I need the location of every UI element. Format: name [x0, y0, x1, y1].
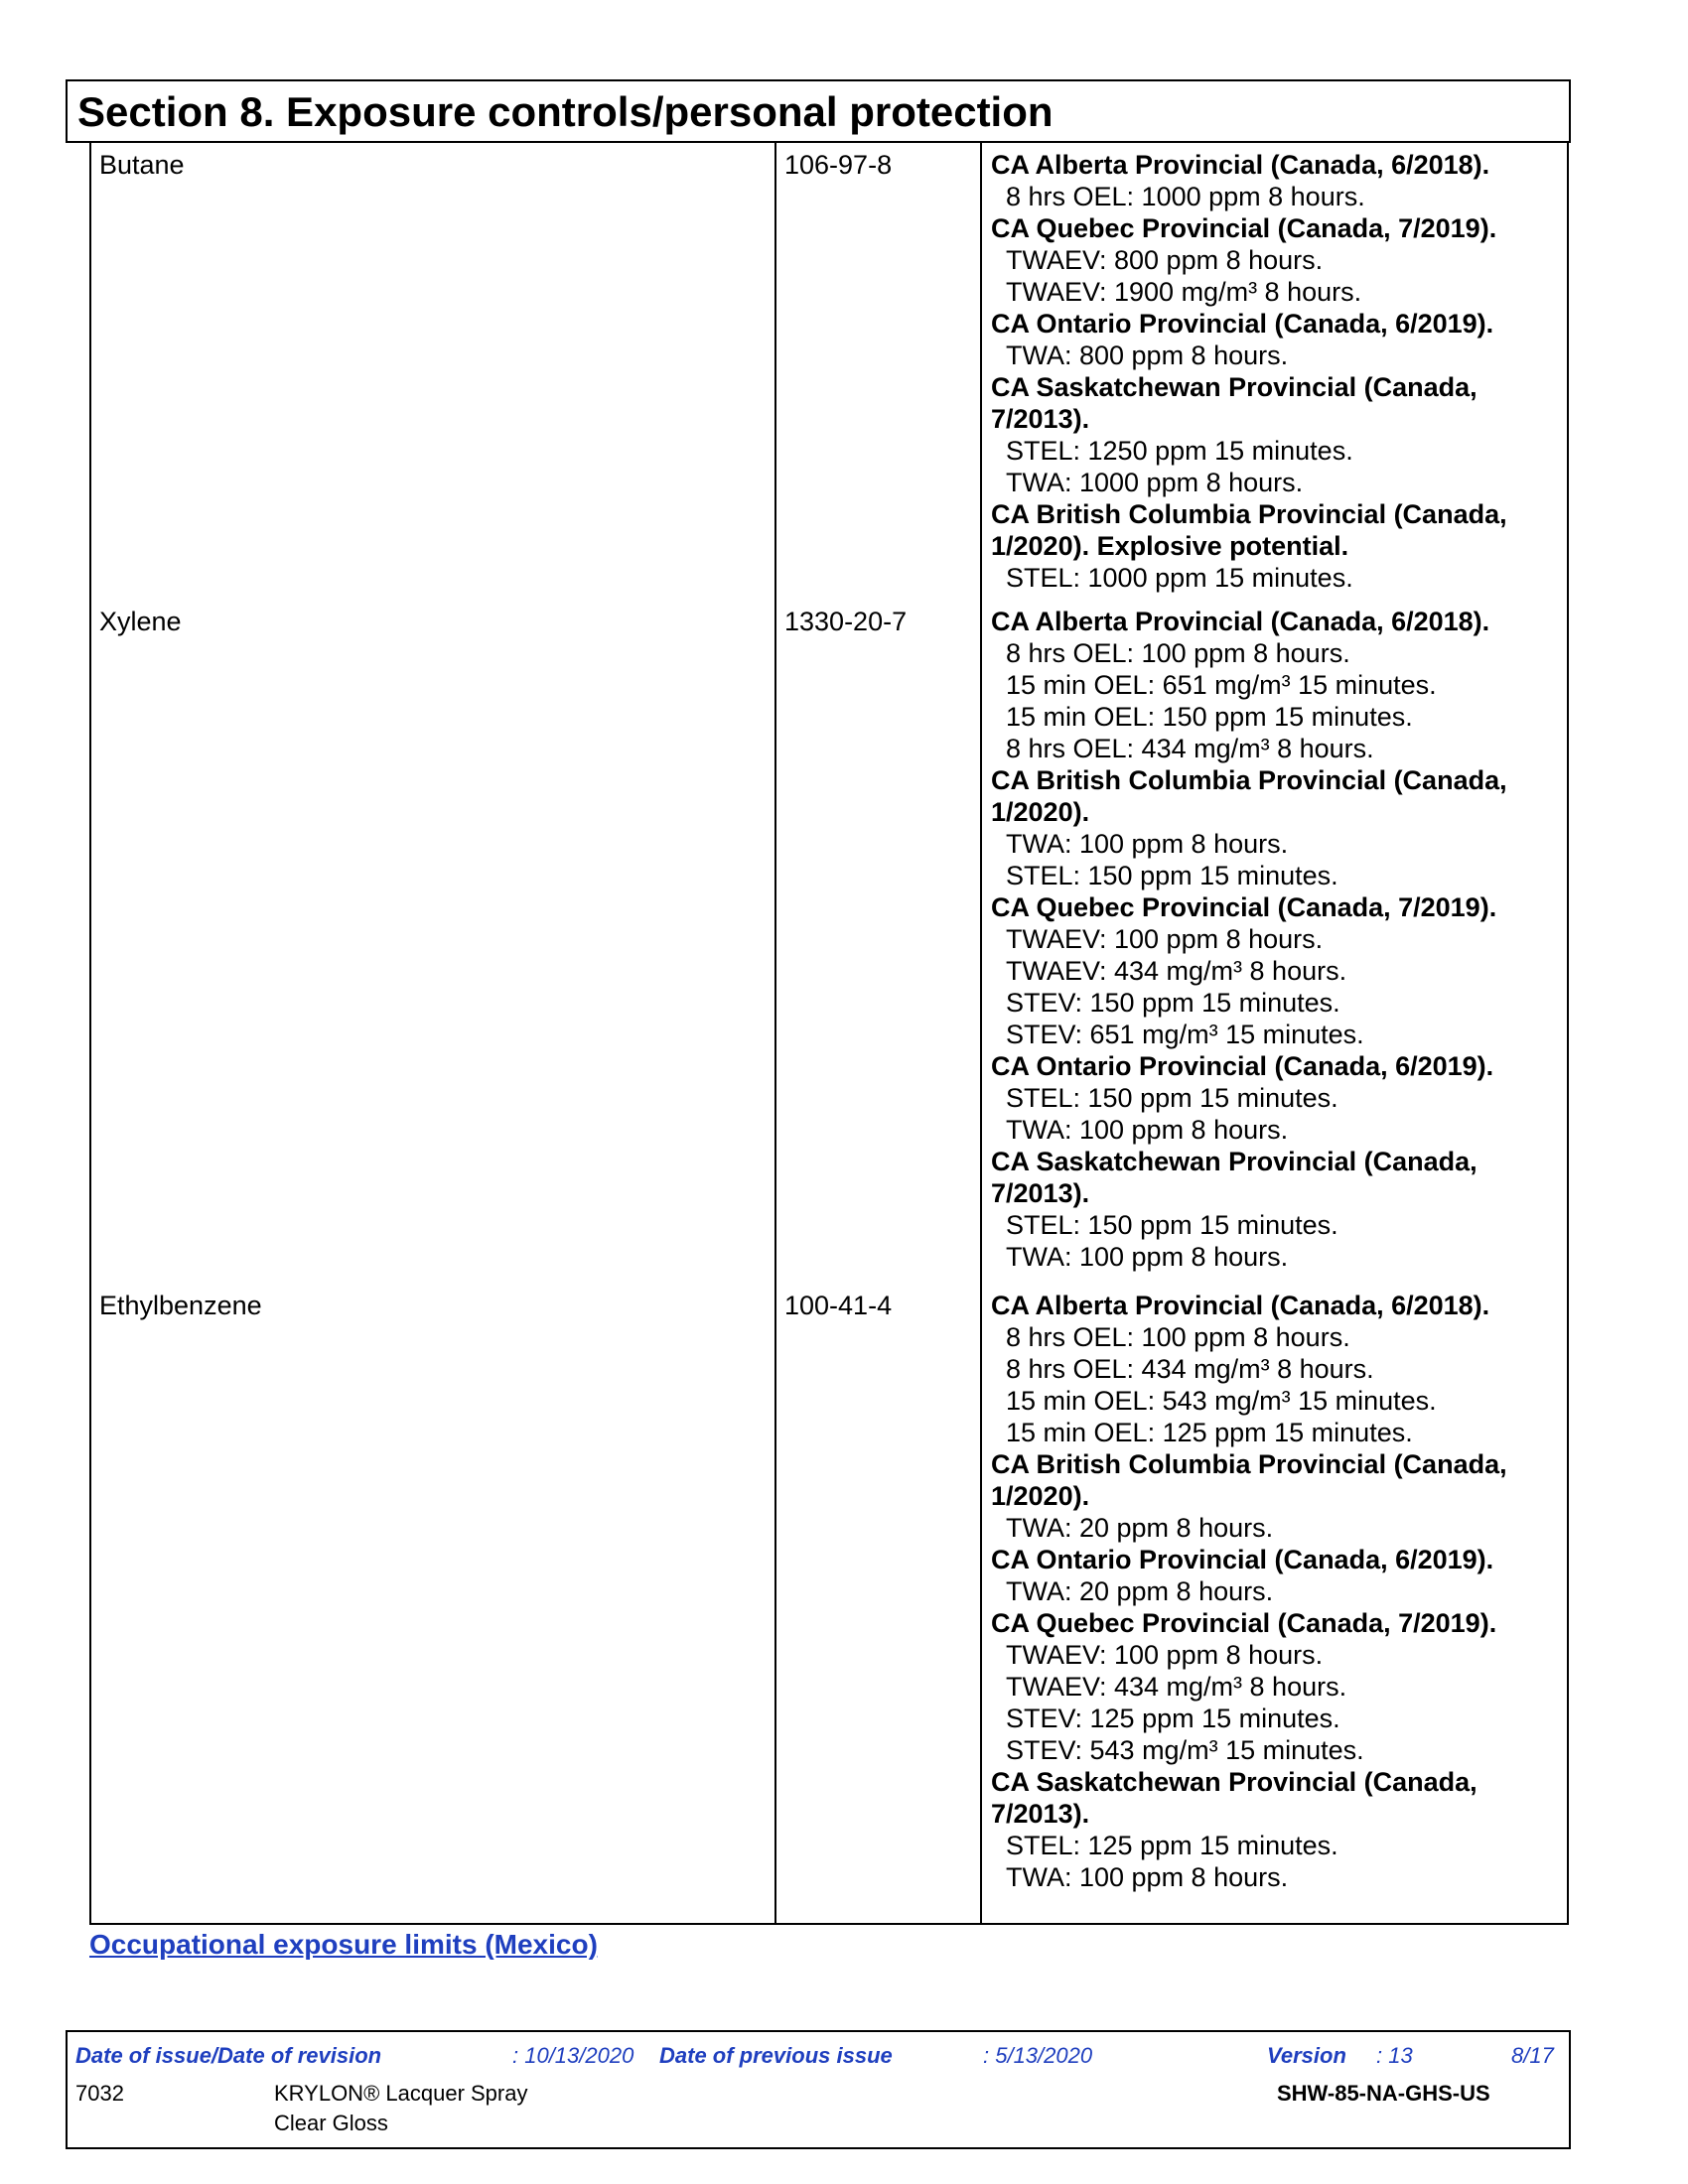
limit-value: STEL: 1000 ppm 15 minutes.	[1006, 563, 1353, 593]
limit-value: 8 hrs OEL: 100 ppm 8 hours.	[1006, 1322, 1350, 1352]
limit-source: CA Saskatchewan Provincial (Canada, 7/2013).	[991, 1147, 1477, 1208]
limit-value: TWA: 100 ppm 8 hours.	[1006, 1242, 1289, 1272]
page-footer	[66, 2030, 1571, 2149]
limit-value: 15 min OEL: 150 ppm 15 minutes.	[1006, 702, 1413, 732]
limit-value: 8 hrs OEL: 434 mg/m³ 8 hours.	[1006, 1354, 1374, 1384]
product-code: 7032	[75, 2081, 124, 2106]
limit-value: STEL: 150 ppm 15 minutes.	[1006, 1083, 1338, 1113]
limit-value: 15 min OEL: 543 mg/m³ 15 minutes.	[1006, 1386, 1437, 1416]
limit-source: CA Ontario Provincial (Canada, 6/2019).	[991, 309, 1494, 339]
limit-value: 8 hrs OEL: 434 mg/m³ 8 hours.	[1006, 734, 1374, 763]
section-header	[66, 79, 1571, 143]
column-divider	[774, 143, 776, 1923]
limit-source: CA Ontario Provincial (Canada, 6/2019).	[991, 1051, 1494, 1081]
limit-source: CA British Columbia Provincial (Canada, 1/2020).	[991, 765, 1507, 827]
exposure-limits	[991, 149, 1557, 594]
exposure-limits	[991, 1290, 1557, 1893]
limit-value: TWA: 20 ppm 8 hours.	[1006, 1513, 1274, 1543]
limit-source: CA Alberta Provincial (Canada, 6/2018).	[991, 607, 1490, 636]
limit-value: TWAEV: 100 ppm 8 hours.	[1006, 924, 1324, 954]
cas-number: 106-97-8	[784, 150, 893, 180]
limit-source: CA Alberta Provincial (Canada, 6/2018).	[991, 150, 1490, 180]
limit-source: CA Quebec Provincial (Canada, 7/2019).	[991, 892, 1497, 922]
limit-source: CA Saskatchewan Provincial (Canada, 7/2013).	[991, 1767, 1477, 1829]
limit-source: CA British Columbia Provincial (Canada, 1/2020).	[991, 1449, 1507, 1511]
limit-value: STEV: 543 mg/m³ 15 minutes.	[1006, 1735, 1364, 1765]
limit-source: CA Quebec Provincial (Canada, 7/2019).	[991, 213, 1497, 243]
previous-issue-value: : 5/13/2020	[983, 2043, 1093, 2068]
limit-value: STEL: 125 ppm 15 minutes.	[1006, 1831, 1338, 1860]
issue-date-value: : 10/13/2020	[512, 2043, 634, 2068]
cas-number: 1330-20-7	[784, 607, 908, 636]
issue-date-label: Date of issue/Date of revision	[75, 2043, 382, 2068]
limit-value: TWA: 20 ppm 8 hours.	[1006, 1576, 1274, 1606]
limit-value: TWA: 1000 ppm 8 hours.	[1006, 468, 1304, 497]
document-code: SHW-85-NA-GHS-US	[1277, 2081, 1490, 2106]
limit-value: TWA: 100 ppm 8 hours.	[1006, 1115, 1289, 1145]
limit-value: 15 min OEL: 125 ppm 15 minutes.	[1006, 1418, 1413, 1447]
column-divider	[980, 143, 982, 1923]
limit-value: 8 hrs OEL: 100 ppm 8 hours.	[1006, 638, 1350, 668]
limit-value: STEL: 1250 ppm 15 minutes.	[1006, 436, 1353, 466]
version-label: Version	[1267, 2043, 1346, 2068]
limit-value: 15 min OEL: 651 mg/m³ 15 minutes.	[1006, 670, 1437, 700]
ingredient-name: Butane	[99, 150, 185, 180]
ingredient-name: Xylene	[99, 607, 182, 636]
product-name-line-2: Clear Gloss	[274, 2111, 388, 2135]
cas-number: 100-41-4	[784, 1291, 893, 1320]
limit-value: TWA: 800 ppm 8 hours.	[1006, 341, 1289, 370]
exposure-limits-table	[89, 143, 1569, 1925]
page-number: 8/17	[1511, 2043, 1554, 2068]
limit-value: STEV: 150 ppm 15 minutes.	[1006, 988, 1340, 1018]
exposure-limits	[991, 606, 1557, 1273]
limit-value: TWAEV: 434 mg/m³ 8 hours.	[1006, 1672, 1347, 1702]
limit-value: TWA: 100 ppm 8 hours.	[1006, 829, 1289, 859]
limit-value: TWAEV: 1900 mg/m³ 8 hours.	[1006, 277, 1362, 307]
limit-value: STEL: 150 ppm 15 minutes.	[1006, 861, 1338, 890]
limit-value: TWAEV: 800 ppm 8 hours.	[1006, 245, 1324, 275]
product-name-line-1: KRYLON® Lacquer Spray	[274, 2081, 528, 2106]
limit-value: STEV: 125 ppm 15 minutes.	[1006, 1704, 1340, 1733]
limit-source: CA Quebec Provincial (Canada, 7/2019).	[991, 1608, 1497, 1638]
ingredient-name: Ethylbenzene	[99, 1291, 262, 1320]
section-title: Section 8. Exposure controls/personal protection	[77, 88, 1054, 135]
limit-value: TWAEV: 100 ppm 8 hours.	[1006, 1640, 1324, 1670]
limit-source: CA Saskatchewan Provincial (Canada, 7/2013).	[991, 372, 1477, 434]
mexico-exposure-limits-link[interactable]: Occupational exposure limits (Mexico)	[89, 1929, 598, 1960]
limit-source: CA British Columbia Provincial (Canada, 1/2020). Explosive potential.	[991, 499, 1507, 561]
previous-issue-label: Date of previous issue	[659, 2043, 893, 2068]
limit-value: STEV: 651 mg/m³ 15 minutes.	[1006, 1020, 1364, 1049]
limit-value: TWA: 100 ppm 8 hours.	[1006, 1862, 1289, 1892]
version-value: : 13	[1376, 2043, 1413, 2068]
limit-value: TWAEV: 434 mg/m³ 8 hours.	[1006, 956, 1347, 986]
limit-source: CA Alberta Provincial (Canada, 6/2018).	[991, 1291, 1490, 1320]
limit-value: STEL: 150 ppm 15 minutes.	[1006, 1210, 1338, 1240]
limit-value: 8 hrs OEL: 1000 ppm 8 hours.	[1006, 182, 1365, 211]
limit-source: CA Ontario Provincial (Canada, 6/2019).	[991, 1545, 1494, 1574]
